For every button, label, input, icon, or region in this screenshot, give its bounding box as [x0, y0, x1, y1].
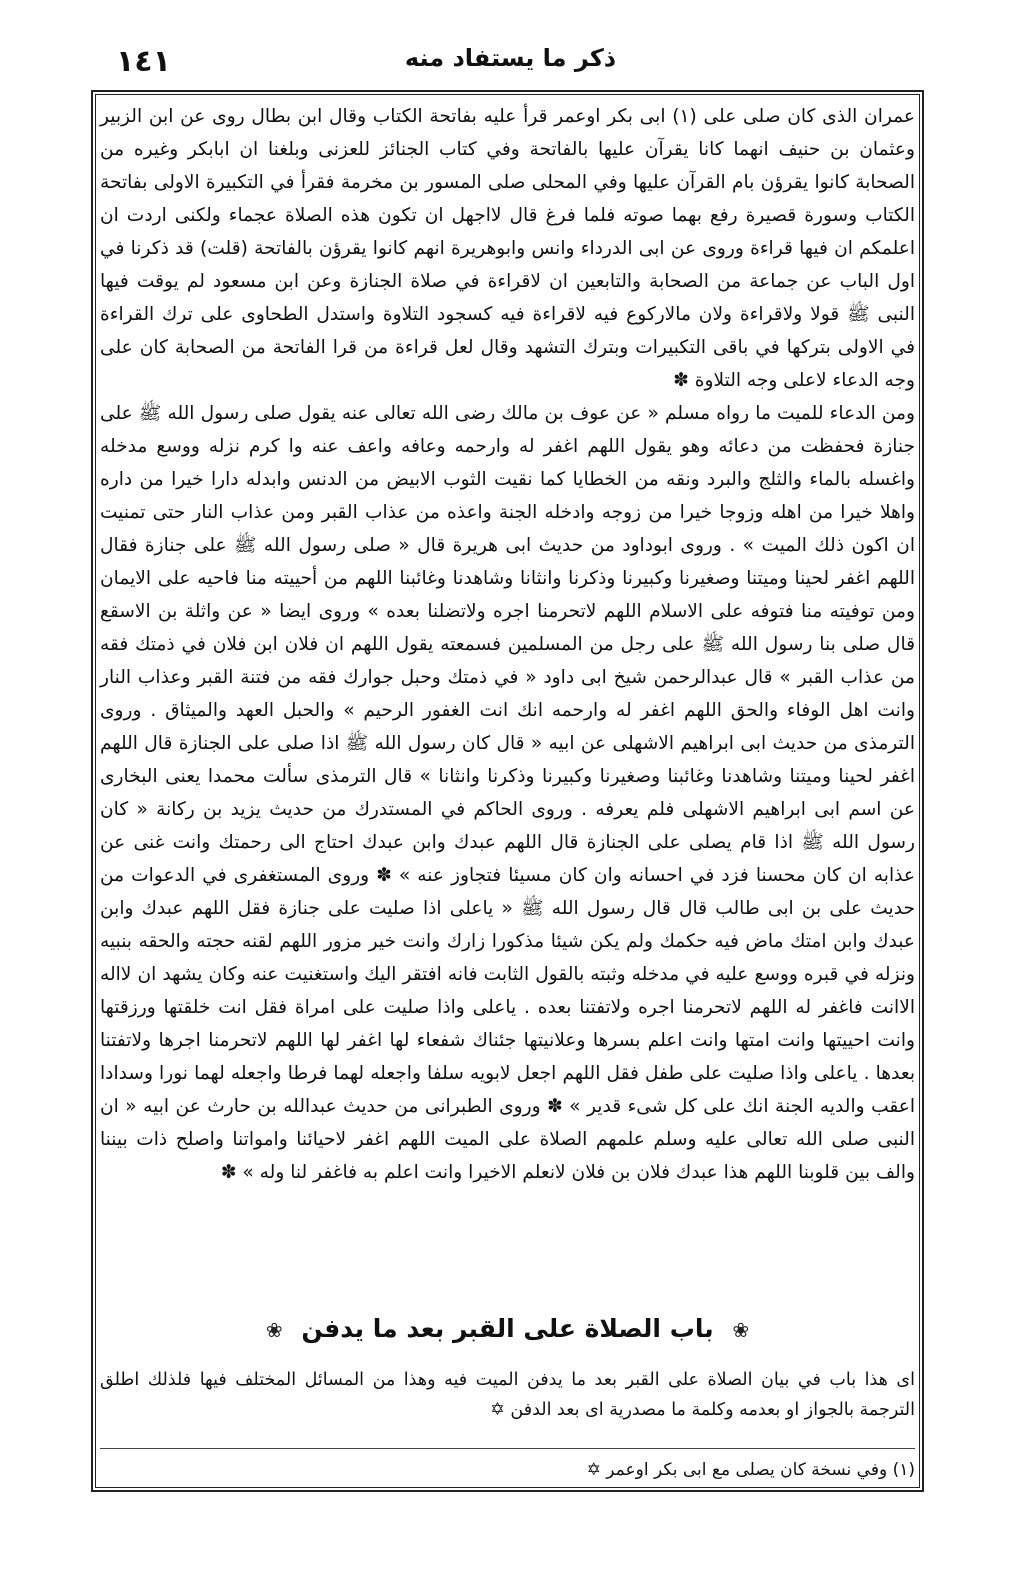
chapter-intro-text: اى هذا باب في بيان الصلاة على القبر بعد ما يدفن الميت فيه وهذا من المسائل المختلف فيها فلذلك اطلق الترجمة بالجواز او بعدمه وكلمة ما مصدرية اى بعد الدفن ✡ — [100, 1370, 915, 1420]
footnote-divider — [100, 1448, 915, 1449]
running-head: ذكر ما يستفاد منه — [404, 44, 617, 72]
page-number: ١٤١ — [116, 44, 171, 79]
chapter-title: باب الصلاة على القبر بعد ما يدفن — [301, 1314, 714, 1343]
paragraph: ومن الدعاء للميت ما رواه مسلم « عن عوف بن مالك رضى الله تعالى عنه يقول صلى رسول الله ﷺ على جنازة فحفظت من دعائه وهو يقول اللهم اغفر له وارحمه وعافه واعف عنه وا كرم نزله ووسع مدخله واغسله بالماء والثلج والبرد ونقه من الخطايا كما نقيت الثوب الابيض من الدنس وابدله دارا خيرا من داره واهلا خيرا من اهله وزوجا خيرا من زوجه وادخله الجنة واعذه من عذاب القبر ومن عذاب النار حتى تمنيت ان اكون ذلك الميت » . وروى ابوداود من حديث ابى هريرة قال « صلى رسول الله ﷺ على جنازة فقال اللهم اغفر لحينا وميتنا وصغيرنا وكبيرنا وذكرنا وانثانا وشاهدنا وغائبنا اللهم من أحييته منا فاحيه على الايمان ومن توفيته منا فتوفه على الاسلام اللهم لاتحرمنا اجره ولاتضلنا بعده » وروى ايضا « عن واثلة بن الاسقع قال صلى بنا رسول الله ﷺ على رجل من المسلمين فسمعته يقول اللهم ان فلان ابن فلان في ذمتك فقه من عذاب القبر » قال عبدالرحمن شيخ ابى داود « في ذمتك وحبل جوارك فقه من فتنة القبر وعذاب النار وانت اهل الوفاء والحق اللهم اغفر له وارحمه انك انت الغفور الرحيم » والحبل العهد والميثاق . وروى الترمذى من حديث ابى ابراهيم الاشهلى عن ابيه « قال كان رسول الله ﷺ اذا صلى على الجنازة قال اللهم اغفر لحينا وميتنا وشاهدنا وغائبنا وصغيرنا وكبيرنا وذكرنا وانثانا » قال الترمذى سألت محمدا يعنى البخارى عن اسم ابى ابراهيم الاشهلى فلم يعرفه . وروى الحاكم في المستدرك من حديث يزيد بن ركانة « كان رسول الله ﷺ اذا قام يصلى على الجنازة قال اللهم عبدك وابن عبدك احتاج الى رحمتك وانت غنى عن عذابه ان كان محسنا فزد في احسانه وان كان مسيئا فتجاوز عنه » ✽ وروى المستغفرى في الدعوات من حديث على بن ابى طالب قال قال رسول الله ﷺ « ياعلى اذا صليت على جنازة فقل اللهم عبدك وابن عبدك وابن امتك ماض فيه حكمك ولم يكن شيئا مذكورا زارك وانت خير مزور اللهم لقنه حجته والحقه بنبيه ونزله في قبره ووسع عليه في مدخله وثبته بالقول الثابت فانه افتقر اليك واستغنيت عنه وكان يشهد ان لااله الاانت فاغفر له اللهم لاتحرمنا اجره ولاتفتنا بعده . ياعلى واذا صليت على امراة فقل انت خلقتها ورزقتها وانت احييتها وانت امتها وانت اعلم بسرها وعلانيتها جئناك شفعاء لها اغفر لها اللهم لاتحرمنا اجرها ولاتفتنا بعدها . ياعلى واذا صليت على طفل فقل اللهم اجعل لابويه سلفا واجعله لهما فرطا واجعله لهما نورا وسدادا اعقب والديه الجنة انك على كل شىء قدير » ✽ وروى الطبرانى من حديث عبدالله بن حارث عن ابيه « ان النبى صلى الله تعالى عليه وسلم علمهم الصلاة على الميت اللهم اغفر لاحيائنا وامواتنا واصلح ذات بيننا والف بين قلوبنا اللهم هذا عبدك فلان بن فلان لانعلم الاخيرا وانت اعلم به فاغفر لنا وله » ✽ — [100, 403, 915, 1183]
chapter-heading — [100, 1314, 915, 1343]
paragraph: عمران الذى كان صلى على (١) ابى بكر اوعمر قرأ عليه بفاتحة الكتاب وقال ابن بطال روى عن ابن الزبير وعثمان بن حنيف انهما كانا يقرآن عليها بالفاتحة وفي كتاب الجنائز للعزنى وبلغنا ان ابابكر وغيره من الصحابة كانوا يقرؤن بام القرآن عليها وفي المحلى صلى المسور بن مخرمة فقرأ في التكبيرة الاولى بفاتحة الكتاب وسورة قصيرة رفع بهما صوته فلما فرغ قال لااجهل ان تكون هذه الصلاة عجماء ولكنى اردت ان اعلمكم ان فيها قراءة وروى عن ابى الدرداء وانس وابوهريرة انهم كانوا يقرؤن بالفاتحة (قلت) قد ذكرنا في اول الباب عن جماعة من الصحابة والتابعين ان لاقراءة في صلاة الجنازة وعن ابن مسعود لم يوقت فيها النبى ﷺ قولا ولاقراءة ولان مالاركوع فيه لاقراءة فيه كسجود التلاوة واستدل الطحاوى على ترك القراءة في الاولى بتركها في باقى التكبيرات وبترك التشهد وقال لعل قراءة من قرا الفاتحة من الصحابة كان على وجه الدعاء لاعلى وجه التلاوة ✽ — [100, 106, 915, 391]
footnote: (١) وفي نسخة كان يصلى مع ابى بكر اوعمر ✡ — [586, 1460, 915, 1480]
main-text-block — [100, 100, 915, 1189]
ornament-right-icon: ❀ — [732, 1318, 750, 1342]
ornament-left-icon: ❀ — [265, 1318, 283, 1342]
